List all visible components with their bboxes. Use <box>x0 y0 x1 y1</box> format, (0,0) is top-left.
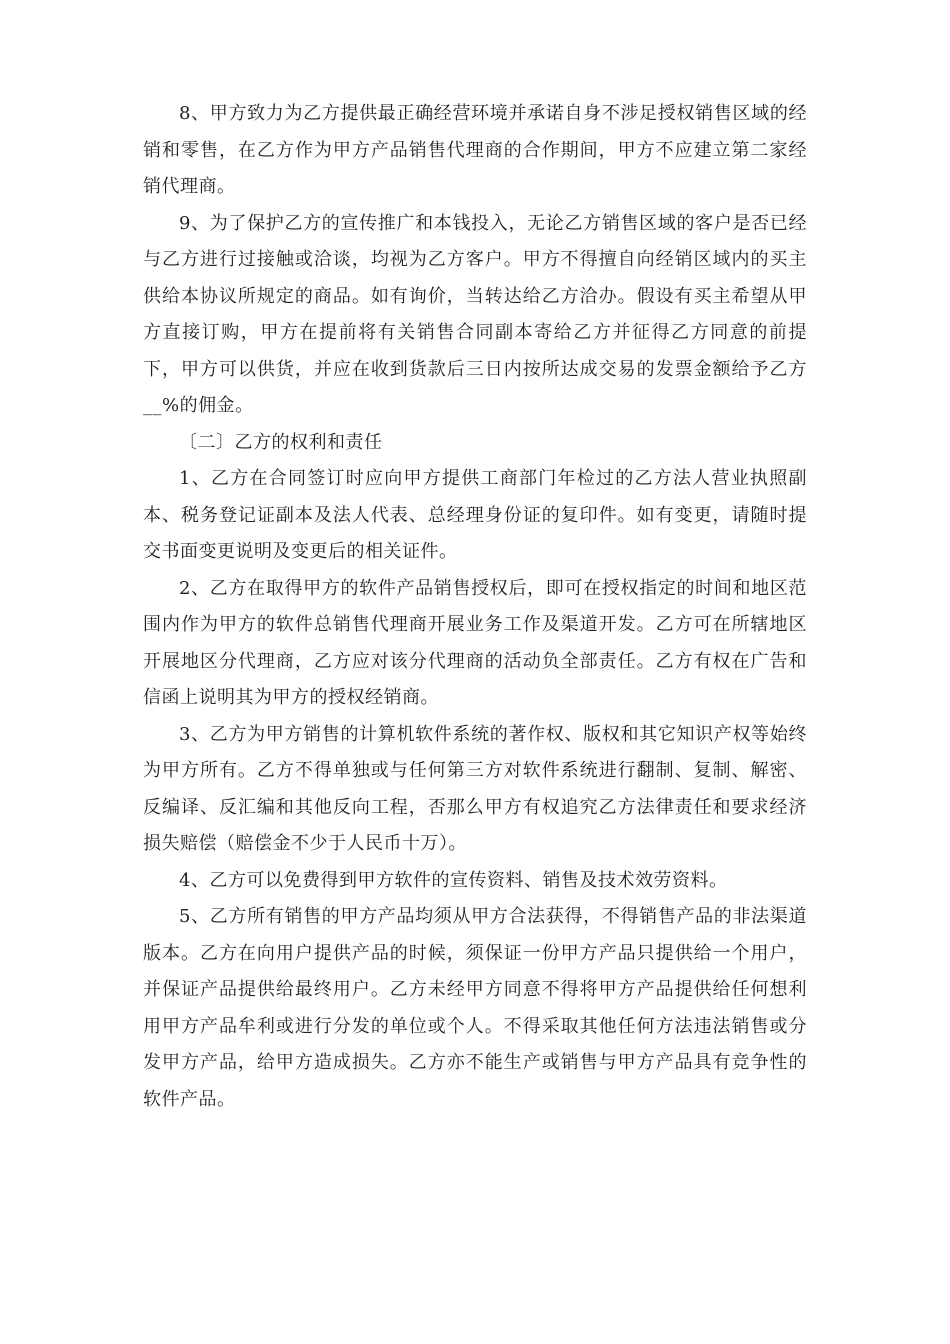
section-heading-party-b-rights: 〔二〕乙方的权利和责任 <box>179 431 383 453</box>
party-b-clause-1: 1、乙方在合同签订时应向甲方提供工商部门年检过的乙方法人营业执照副本、税务登记证副本及法人代表、总经理身份证的复印件。如有变更，请随时提交书面变更说明及变更后的相关证件。 <box>143 468 807 562</box>
party-b-clause-3: 3、乙方为甲方销售的计算机软件系统的著作权、版权和其它知识产权等始终为甲方所有。乙方不得单独或与任何第三方对软件系统进行翻制、复制、解密、反编译、反汇编和其他反向工程，否那么甲方有权追究乙方法律责任和要求经济损失赔偿（赔偿金不少于人民币十万）。 <box>143 723 807 854</box>
document-body <box>143 96 807 1118</box>
clause-8: 8、甲方致力为乙方提供最正确经营环境并承诺自身不涉足授权销售区域的经销和零售，在乙方作为甲方产品销售代理商的合作期间，甲方不应建立第二家经销代理商。 <box>143 103 807 197</box>
clause-9: 9、为了保护乙方的宣传推广和本钱投入，无论乙方销售区域的客户是否已经与乙方进行过接触或洽谈，均视为乙方客户。甲方不得擅自向经销区域内的买主供给本协议所规定的商品。如有询价，当转达给乙方洽办。假设有买主希望从甲方直接订购，甲方在提前将有关销售合同副本寄给乙方并征得乙方同意的前提下，甲方可以供货，并应在收到货款后三日内按所达成交易的发票金额给予乙方__%的佣金。 <box>143 212 807 416</box>
party-b-clause-5: 5、乙方所有销售的甲方产品均须从甲方合法获得，不得销售产品的非法渠道版本。乙方在向用户提供产品的时候，须保证一份甲方产品只提供给一个用户，并保证产品提供给最终用户。乙方未经甲方同意不得将甲方产品提供给任何想利用甲方产品牟利或进行分发的单位或个人。不得采取其他任何方法违法销售或分发甲方产品，给甲方造成损失。乙方亦不能生产或销售与甲方产品具有竞争性的软件产品。 <box>143 906 807 1110</box>
party-b-clause-4: 4、乙方可以免费得到甲方软件的宣传资料、销售及技术效劳资料。 <box>179 869 728 891</box>
party-b-clause-2: 2、乙方在取得甲方的软件产品销售授权后，即可在授权指定的时间和地区范围内作为甲方的软件总销售代理商开展业务工作及渠道开发。乙方可在所辖地区开展地区分代理商，乙方应对该分代理商的活动负全部责任。乙方有权在广告和信函上说明其为甲方的授权经销商。 <box>143 577 807 708</box>
